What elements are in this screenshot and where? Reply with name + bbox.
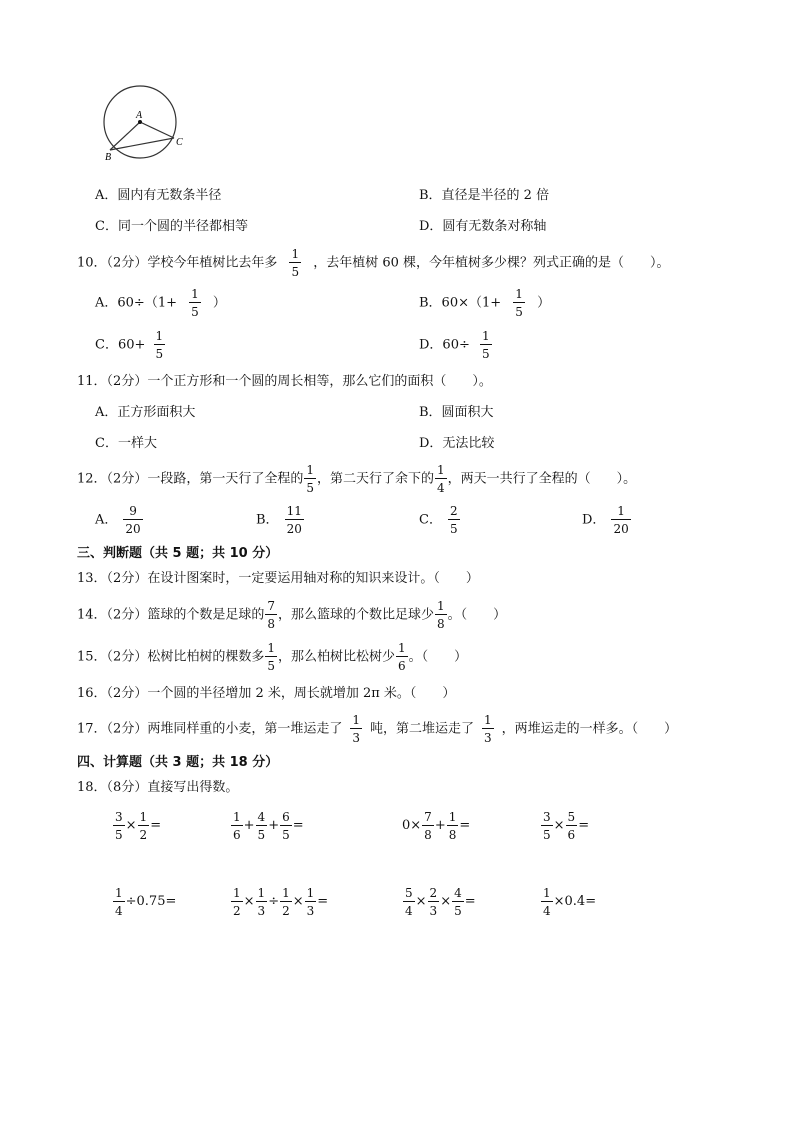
calc-expression-1: $\frac{3}{5}$ × $\frac{1}{2}$ =	[115, 809, 162, 842]
q10-d-fraction: $\frac{1}{5}$	[482, 329, 490, 361]
calc-expression-4: $\frac{3}{5}$ × $\frac{5}{6}$ =	[543, 809, 590, 842]
calc-expression-8: $\frac{1}{4}$ ×0.4=	[543, 885, 597, 918]
q10-c-fraction: $\frac{1}{5}$	[155, 329, 164, 361]
q12-option-b: B． $\frac{11}{20}$	[256, 504, 302, 536]
q9-option-b: B．直径是半径的 2 倍	[419, 188, 550, 203]
q11-option-b: B．圆面积大	[419, 405, 494, 420]
question-18: 18．（8分）直接写出得数。	[77, 780, 239, 795]
circle-diagram	[98, 82, 194, 164]
q17-fraction-2: $\frac{1}{3}$	[483, 713, 492, 745]
q10-a-fraction: $\frac{1}{5}$	[191, 287, 199, 319]
question-16: 16．（2分）一个圆的半径增加 2 米，周长就增加 2π 米。（ ）	[77, 686, 456, 701]
q10-option-c: C．60+ $\frac{1}{5}$	[95, 329, 164, 361]
q9-option-c: C．同一个圆的半径都相等	[95, 219, 248, 234]
q9-option-d: D．圆有无数条对称轴	[419, 219, 547, 234]
calc-expression-7: $\frac{5}{4}$ × $\frac{2}{3}$ × $\frac{4}{5}$ =	[405, 885, 476, 918]
q10-option-b: B．60×（1+ $\frac{1}{5}$ ）	[419, 287, 551, 319]
q12-option-d: D． $\frac{1}{20}$	[582, 504, 629, 536]
q14-fraction-2: $\frac{1}{8}$	[436, 599, 445, 631]
q12-fraction-1: $\frac{1}{5}$	[306, 463, 314, 495]
label-c: C	[176, 137, 183, 148]
q10-b-fraction: $\frac{1}{5}$	[515, 287, 523, 319]
q10-stem-pre: 10．（2分）学校今年植树比去年多	[77, 255, 278, 271]
q17-fraction-1: $\frac{1}{3}$	[352, 713, 360, 745]
q9-option-a: A．圆内有无数条半径	[95, 188, 222, 203]
q12-option-c: C． $\frac{2}{5}$	[419, 504, 458, 536]
question-15: 15．（2分）松树比柏树的棵数多 $\frac{1}{5}$ ，那么柏树比松树少 $\frac{1}{6}$ 。（ ）	[77, 641, 468, 673]
q14-fraction-1: $\frac{7}{8}$	[267, 599, 275, 631]
q11-option-a: A．正方形面积大	[95, 405, 196, 420]
q15-fraction-2: $\frac{1}{6}$	[397, 641, 406, 673]
q10-stem-post: ，去年植树 60 棵，今年植树多少棵？列式正确的是（ ）。	[313, 255, 670, 271]
label-b: B	[105, 152, 112, 163]
q10-option-d: D．60÷ $\frac{1}{5}$	[419, 329, 490, 361]
calc-expression-6: $\frac{1}{2}$ × $\frac{1}{3}$ ÷ $\frac{1}{2}$ × $\frac{1}{3}$ =	[233, 885, 329, 918]
question-17: 17．（2分）两堆同样重的小麦，第一堆运走了 $\frac{1}{3}$ 吨，第二堆运走了 $\frac{1}{3}$ ，两堆运走的一样多。（ ）	[77, 713, 678, 745]
radius-ac	[140, 122, 174, 138]
calc-expression-2: $\frac{1}{6}$ + $\frac{4}{5}$ + $\frac{6}{5}$ =	[233, 809, 304, 842]
question-13: 13．（2分）在设计图案时，一定要运用轴对称的知识来设计。（ ）	[77, 571, 479, 586]
question-14: 14．（2分）篮球的个数是足球的 $\frac{7}{8}$ ，那么篮球的个数比足球少 $\frac{1}{8}$ 。（ ）	[77, 599, 507, 631]
question-12: 12．（2分）一段路，第一天行了全程的 $\frac{1}{5}$ ，第二天行了余下的 $\frac{1}{4}$ ，两天一共行了全程的（ ）。	[77, 463, 637, 495]
q10-fraction: $\frac{1}{5}$	[291, 247, 300, 279]
label-a: A	[136, 110, 143, 121]
q12-option-a: A． $\frac{9}{20}$	[95, 504, 141, 536]
q10-option-a: A．60÷（1+ $\frac{1}{5}$ ）	[95, 287, 226, 319]
section-3-heading: 三、判断题（共 5 题；共 10 分）	[77, 546, 279, 561]
q12-fraction-2: $\frac{1}{4}$	[436, 463, 445, 495]
question-11: 11．（2分）一个正方形和一个圆的周长相等，那么它们的面积（ ）。	[77, 374, 492, 389]
q11-option-d: D．无法比较	[419, 436, 495, 451]
q15-fraction-1: $\frac{1}{5}$	[267, 641, 275, 673]
q11-option-c: C．一样大	[95, 436, 157, 451]
calc-expression-5: $\frac{1}{4}$ ÷0.75=	[115, 885, 177, 918]
question-10	[77, 248, 670, 278]
calc-expression-3: 0× $\frac{7}{8}$ + $\frac{1}{8}$ =	[402, 809, 471, 842]
section-4-heading: 四、计算题（共 3 题；共 18 分）	[77, 755, 279, 770]
